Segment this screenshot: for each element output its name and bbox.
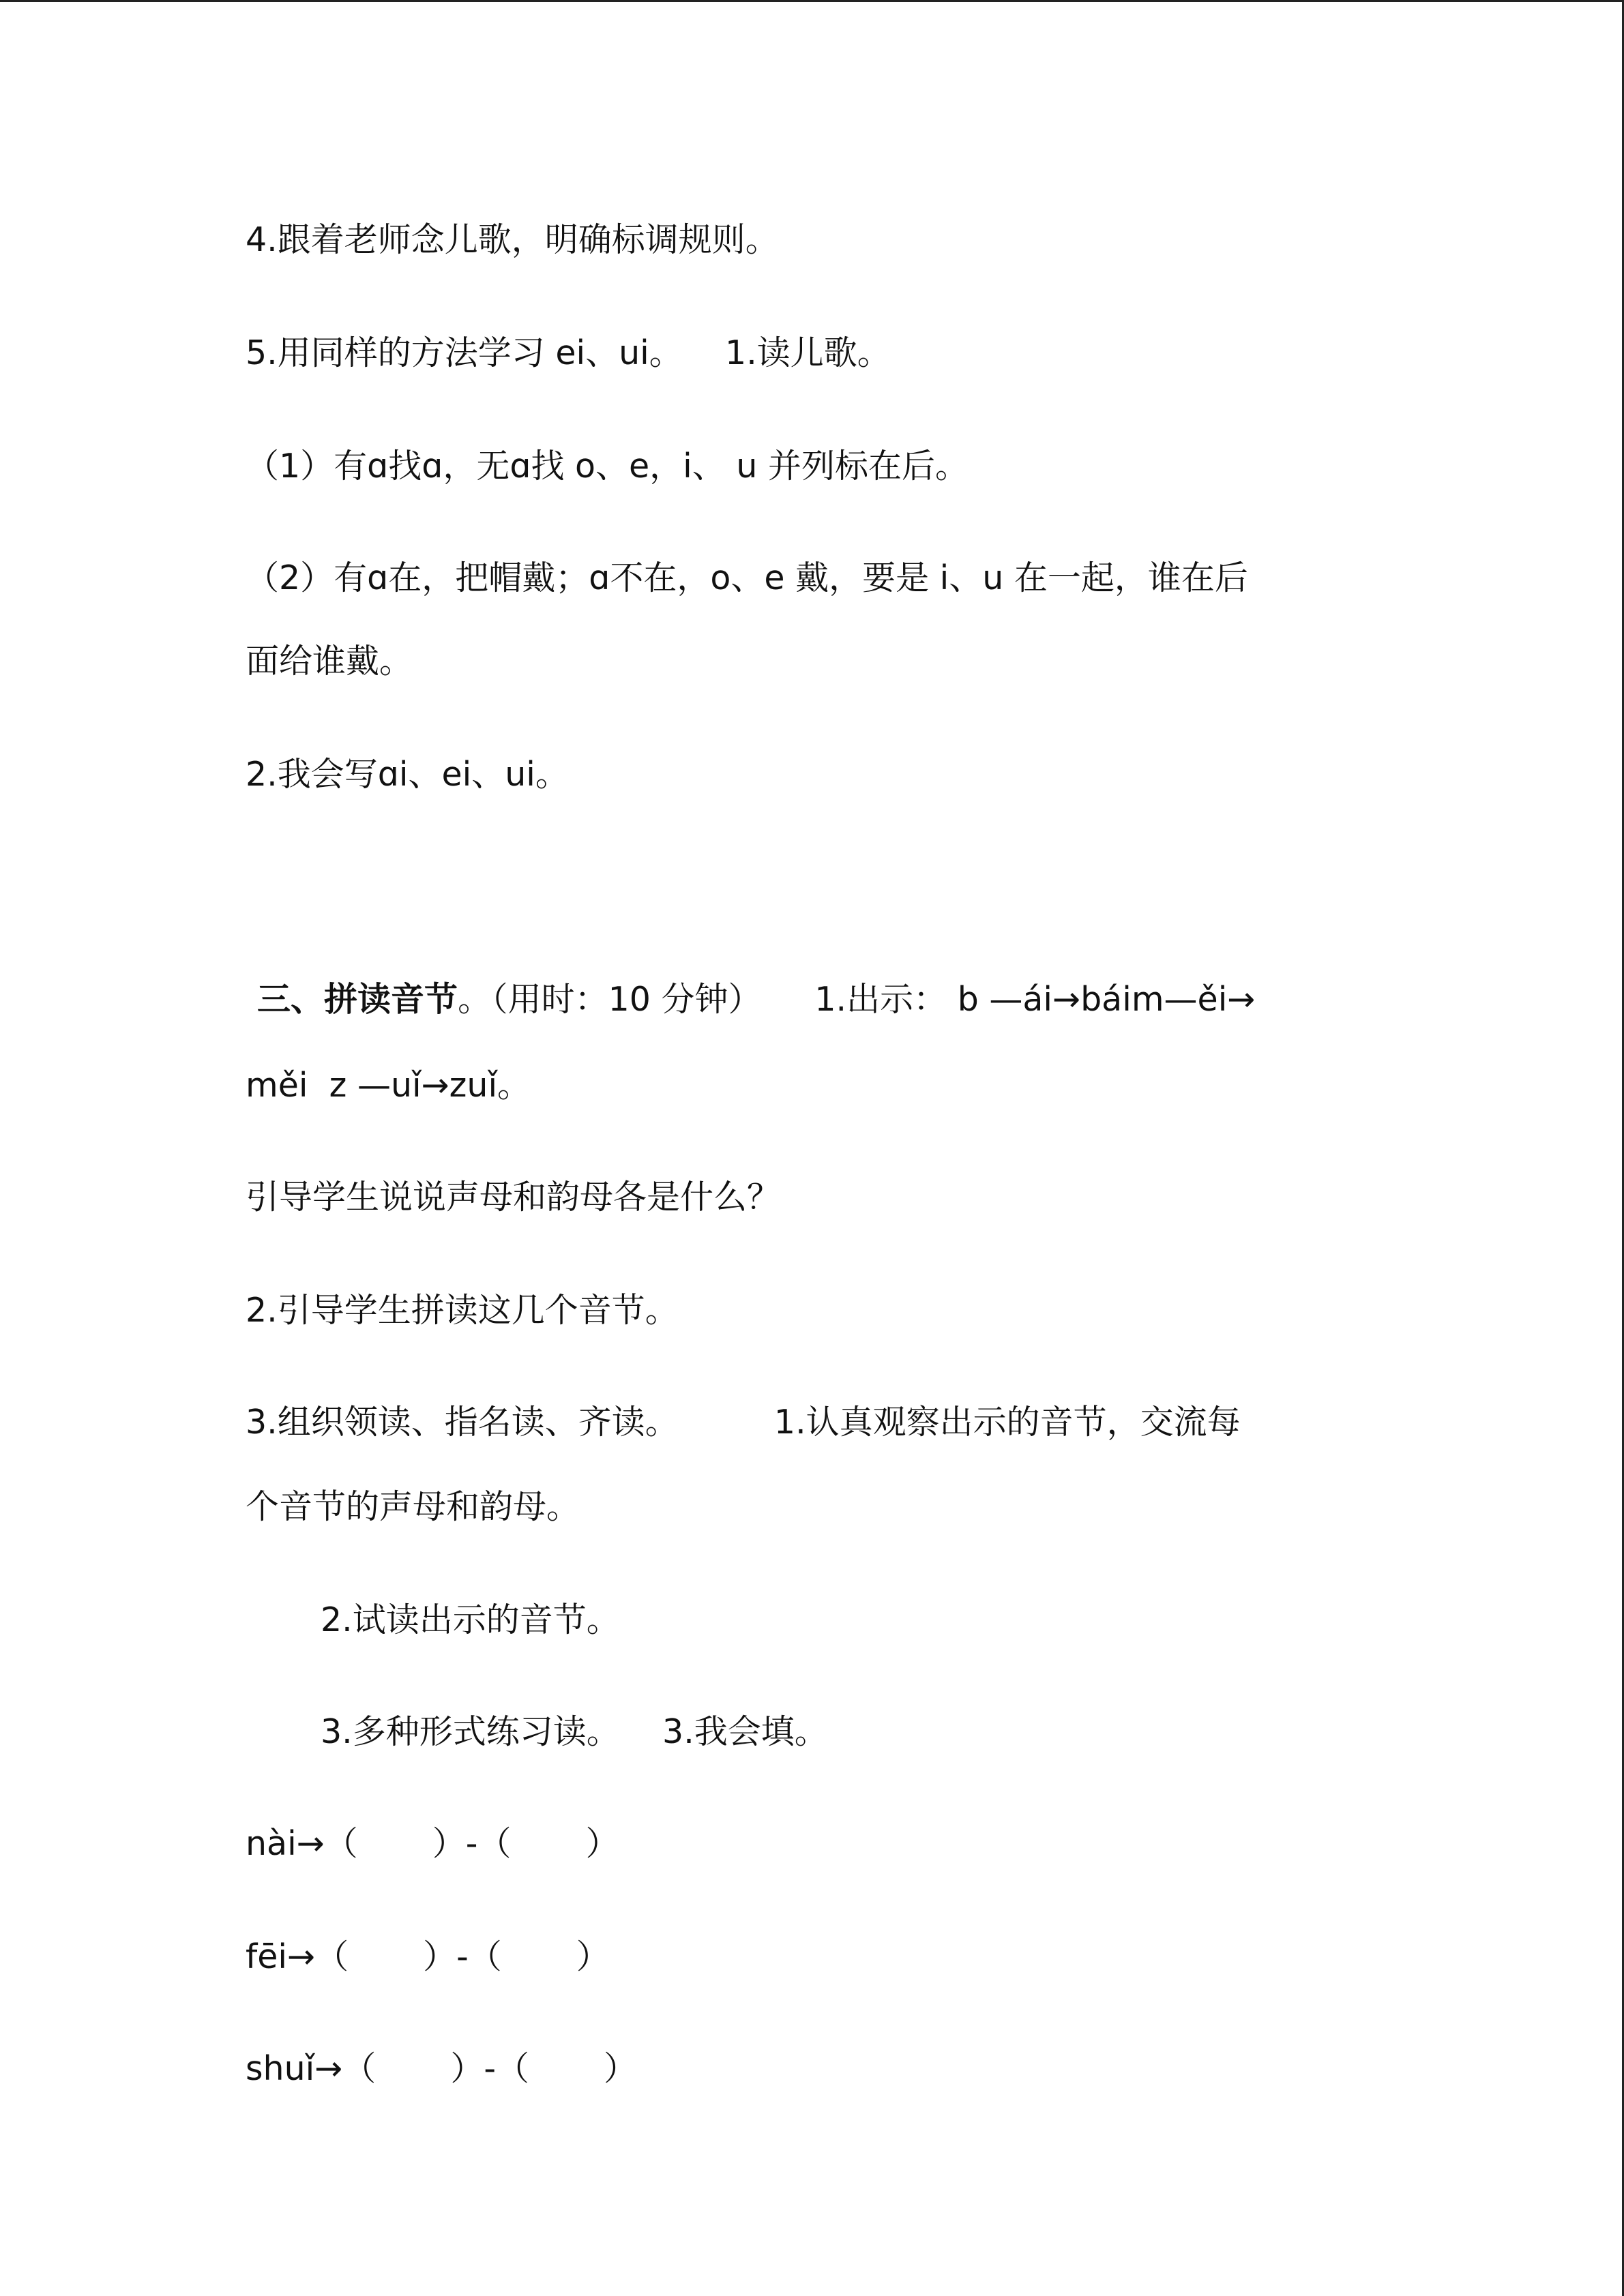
- text-line-3: （1）有ɑ找ɑ，无ɑ找 o、e，i、 u 并列标在后。: [246, 447, 969, 486]
- fill-in-line-nai: nài→（ ）-（ ）: [246, 1824, 619, 1863]
- section-heading-line: [246, 979, 1378, 1020]
- text-line-12: 个音节的声母和韵母。: [246, 1487, 580, 1526]
- text-line-5: 面给谁戴。: [246, 642, 413, 681]
- fill-in-line-shui: shuǐ→（ ）-（ ）: [246, 2049, 638, 2088]
- section-heading-rest: 。（用时：10 分钟） 1.出示： b —ái→báim—ěi→: [458, 980, 1256, 1019]
- text-line-14: 3.多种形式练习读。 3.我会填。: [321, 1712, 828, 1751]
- text-line-11: 3.组织领读、指名读、齐读。 1.认真观察出示的音节，交流每: [246, 1403, 1241, 1442]
- top-border: [0, 0, 1624, 2]
- text-line-6: 2.我会写ɑi、ei、ui。: [246, 755, 569, 794]
- section-heading: 三、拼读音节: [246, 980, 458, 1019]
- text-line-2: 5.用同样的方法学习 ei、ui。 1.读儿歌。: [246, 333, 891, 372]
- text-line-13: 2.试读出示的音节。: [321, 1600, 620, 1639]
- fill-in-line-fei: fēi→（ ）-（ ）: [246, 1937, 610, 1976]
- text-line-9: 引导学生说说声母和韵母各是什么？: [246, 1178, 781, 1217]
- text-line-8: měi z —uǐ→zuǐ。: [246, 1066, 531, 1105]
- text-line-1: 4.跟着老师念儿歌，明确标调规则。: [246, 220, 779, 259]
- text-line-10: 2.引导学生拼读这几个音节。: [246, 1291, 679, 1330]
- text-line-4: （2）有ɑ在，把帽戴；ɑ不在，o、e 戴，要是 i、u 在一起，谁在后: [246, 558, 1248, 597]
